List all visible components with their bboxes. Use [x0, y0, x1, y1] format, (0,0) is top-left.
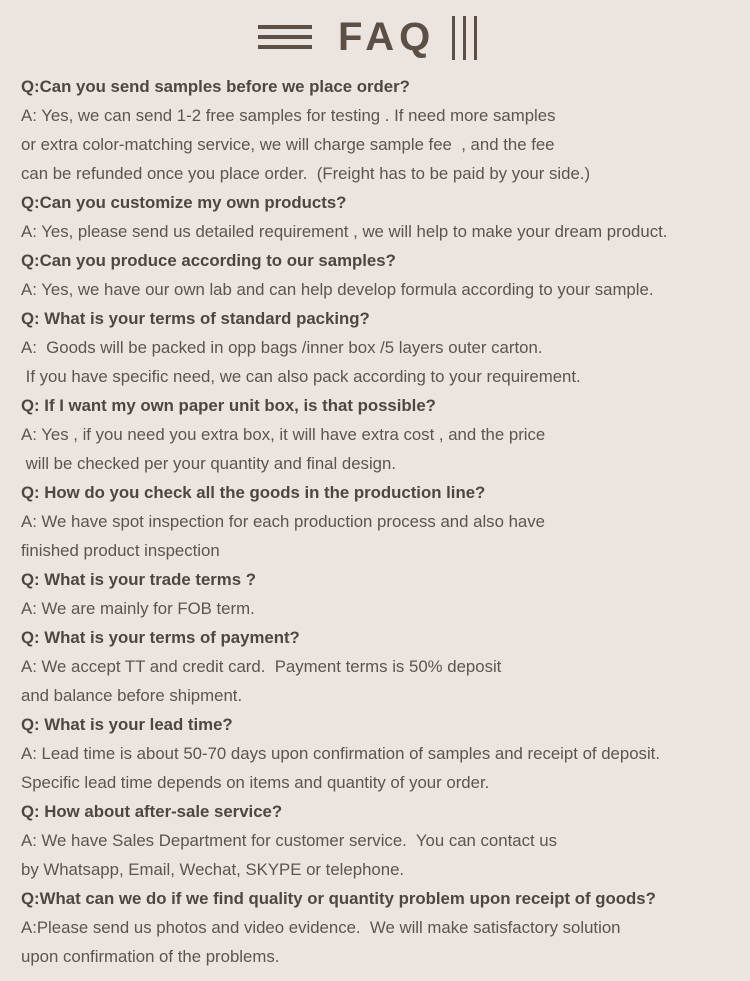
- faq-question: Q:Can you produce according to our samples?: [21, 251, 396, 270]
- faq-answer-line: upon confirmation of the problems.: [21, 947, 280, 966]
- horizontal-lines-icon: [258, 25, 312, 49]
- faq-answer-line: A: We accept TT and credit card. Payment terms is 50% deposit: [21, 657, 502, 676]
- faq-answer-line: A: Yes, we have our own lab and can help develop formula according to your sample.: [21, 280, 654, 299]
- faq-answer-line: A: Yes , if you need you extra box, it will have extra cost , and the price: [21, 425, 546, 444]
- faq-item: [21, 246, 746, 304]
- faq-answer-line: or extra color-matching service, we will charge sample fee , and the fee: [21, 135, 555, 154]
- faq-item: [21, 710, 746, 797]
- faq-question: Q: What is your terms of standard packing?: [21, 309, 370, 328]
- faq-item: [21, 623, 746, 710]
- faq-answer-line: A: Lead time is about 50-70 days upon confirmation of samples and receipt of deposit.: [21, 744, 660, 763]
- faq-question: Q:Can you send samples before we place order?: [21, 77, 410, 96]
- faq-header: [0, 14, 750, 60]
- faq-question: Q: How about after-sale service?: [21, 802, 283, 821]
- faq-answer-line: A: Yes, we can send 1-2 free samples for testing . If need more samples: [21, 106, 556, 125]
- faq-question: Q: What is your terms of payment?: [21, 628, 300, 647]
- faq-answer-line: A: Goods will be packed in opp bags /inner box /5 layers outer carton.: [21, 338, 543, 357]
- faq-question: Q: What is your lead time?: [21, 715, 233, 734]
- faq-answer-line: can be refunded once you place order. (Freight has to be paid by your side.): [21, 164, 591, 183]
- faq-answer-line: and balance before shipment.: [21, 686, 243, 705]
- vertical-lines-icon: [452, 16, 478, 60]
- faq-question: Q: What is your trade terms ?: [21, 570, 256, 589]
- faq-answer-line: A: We have Sales Department for customer service. You can contact us: [21, 831, 558, 850]
- page-title: FAQ: [338, 15, 436, 59]
- faq-item: [21, 565, 746, 623]
- faq-item: [21, 188, 746, 246]
- faq-answer-line: A:Please send us photos and video evidence. We will make satisfactory solution: [21, 918, 621, 937]
- faq-answer-line: If you have specific need, we can also pack according to your requirement.: [21, 367, 581, 386]
- faq-item: [21, 304, 746, 391]
- faq-answer-line: Specific lead time depends on items and quantity of your order.: [21, 773, 490, 792]
- faq-question: Q:What can we do if we find quality or quantity problem upon receipt of goods?: [21, 889, 656, 908]
- faq-item: [21, 478, 746, 565]
- faq-answer-line: by Whatsapp, Email, Wechat, SKYPE or telephone.: [21, 860, 405, 879]
- faq-question: Q: If I want my own paper unit box, is that possible?: [21, 396, 436, 415]
- faq-answer-line: will be checked per your quantity and final design.: [21, 454, 397, 473]
- faq-answer-line: finished product inspection: [21, 541, 220, 560]
- faq-item: [21, 797, 746, 884]
- faq-item: [21, 884, 746, 971]
- faq-question: Q:Can you customize my own products?: [21, 193, 347, 212]
- faq-answer-line: A: We have spot inspection for each production process and also have: [21, 512, 545, 531]
- faq-question: Q: How do you check all the goods in the production line?: [21, 483, 486, 502]
- faq-answer-line: A: We are mainly for FOB term.: [21, 599, 255, 618]
- faq-list: [21, 72, 746, 971]
- faq-item: [21, 391, 746, 478]
- faq-answer-line: A: Yes, please send us detailed requirement , we will help to make your dream product.: [21, 222, 668, 241]
- faq-item: [21, 72, 746, 188]
